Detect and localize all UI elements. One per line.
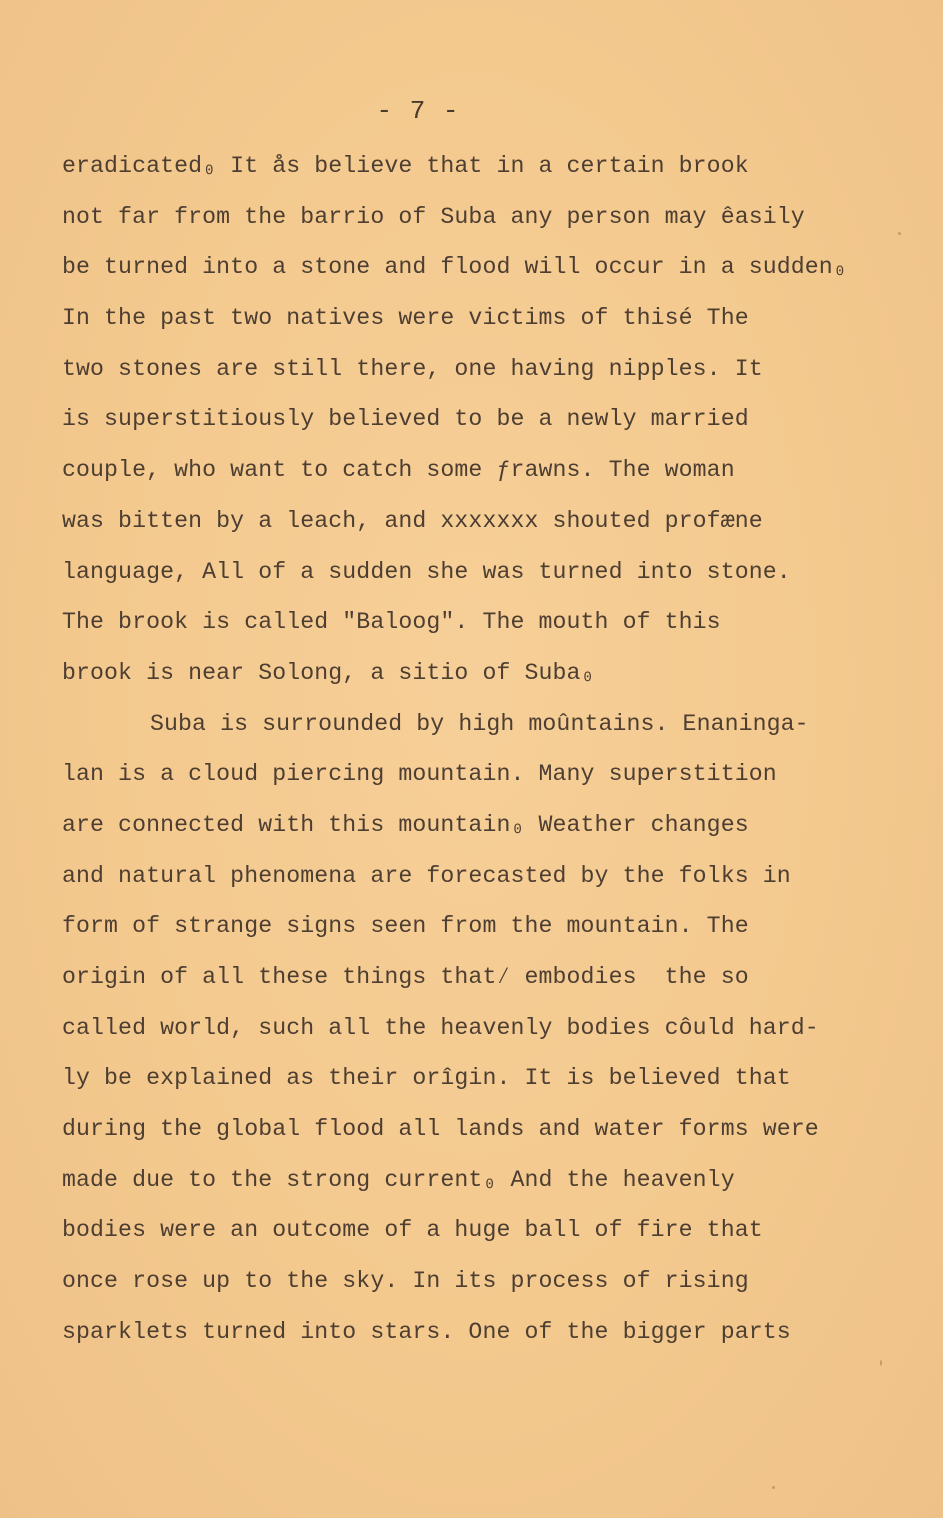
text-line: bodies were an outcome of a huge ball of fire that bbox=[62, 1217, 763, 1244]
text-line: be turned into a stone and flood will occur in a sudden₀ bbox=[62, 254, 847, 281]
text-line: lan is a cloud piercing mountain. Many superstition bbox=[62, 761, 777, 788]
page-number: - 7 - bbox=[376, 96, 460, 126]
text-line: The brook is called "Baloog". The mouth of this bbox=[62, 609, 721, 636]
text-line: are connected with this mountain₀ Weather changes bbox=[62, 811, 749, 838]
text-line: and natural phenomena are forecasted by the folks in bbox=[62, 862, 791, 889]
text-line: during the global flood all lands and water forms were bbox=[62, 1116, 819, 1143]
paper-speck bbox=[772, 1486, 775, 1489]
text-line: In the past two natives were victims of thisé The bbox=[62, 305, 749, 332]
text-line: not far from the barrio of Suba any person may êasily bbox=[62, 203, 805, 230]
text-line: form of strange signs seen from the mountain. The bbox=[62, 913, 749, 940]
text-line: eradicated₀ It ås believe that in a certain brook bbox=[62, 153, 749, 179]
text-line: is superstitiously believed to be a newly married bbox=[62, 406, 749, 433]
text-line: origin of all these things that⁄ embodies the so bbox=[62, 964, 749, 990]
body-text bbox=[62, 146, 922, 1363]
text-line: brook is near Solong, a sitio of Suba₀ bbox=[62, 659, 595, 686]
text-line: couple, who want to catch some ƒrawns. The woman bbox=[62, 457, 735, 484]
text-line: sparklets turned into stars. One of the bigger parts bbox=[62, 1318, 791, 1345]
text-line: called world, such all the heavenly bodies côuld hard- bbox=[62, 1014, 819, 1041]
text-line: once rose up to the sky. In its process of rising bbox=[62, 1268, 749, 1295]
text-line: was bitten by a leach, and xxxxxxx shouted profæne bbox=[62, 507, 763, 534]
text-line: two stones are still there, one having nipples. It bbox=[62, 355, 763, 382]
text-line: ly be explained as their orîgin. It is believed that bbox=[62, 1065, 791, 1092]
paragraph-start-line: Suba is surrounded by high moûntains. Enaninga- bbox=[150, 710, 809, 737]
text-line: made due to the strong current₀ And the heavenly bbox=[62, 1166, 735, 1193]
text-line: language, All of a sudden she was turned into stone. bbox=[62, 558, 791, 585]
